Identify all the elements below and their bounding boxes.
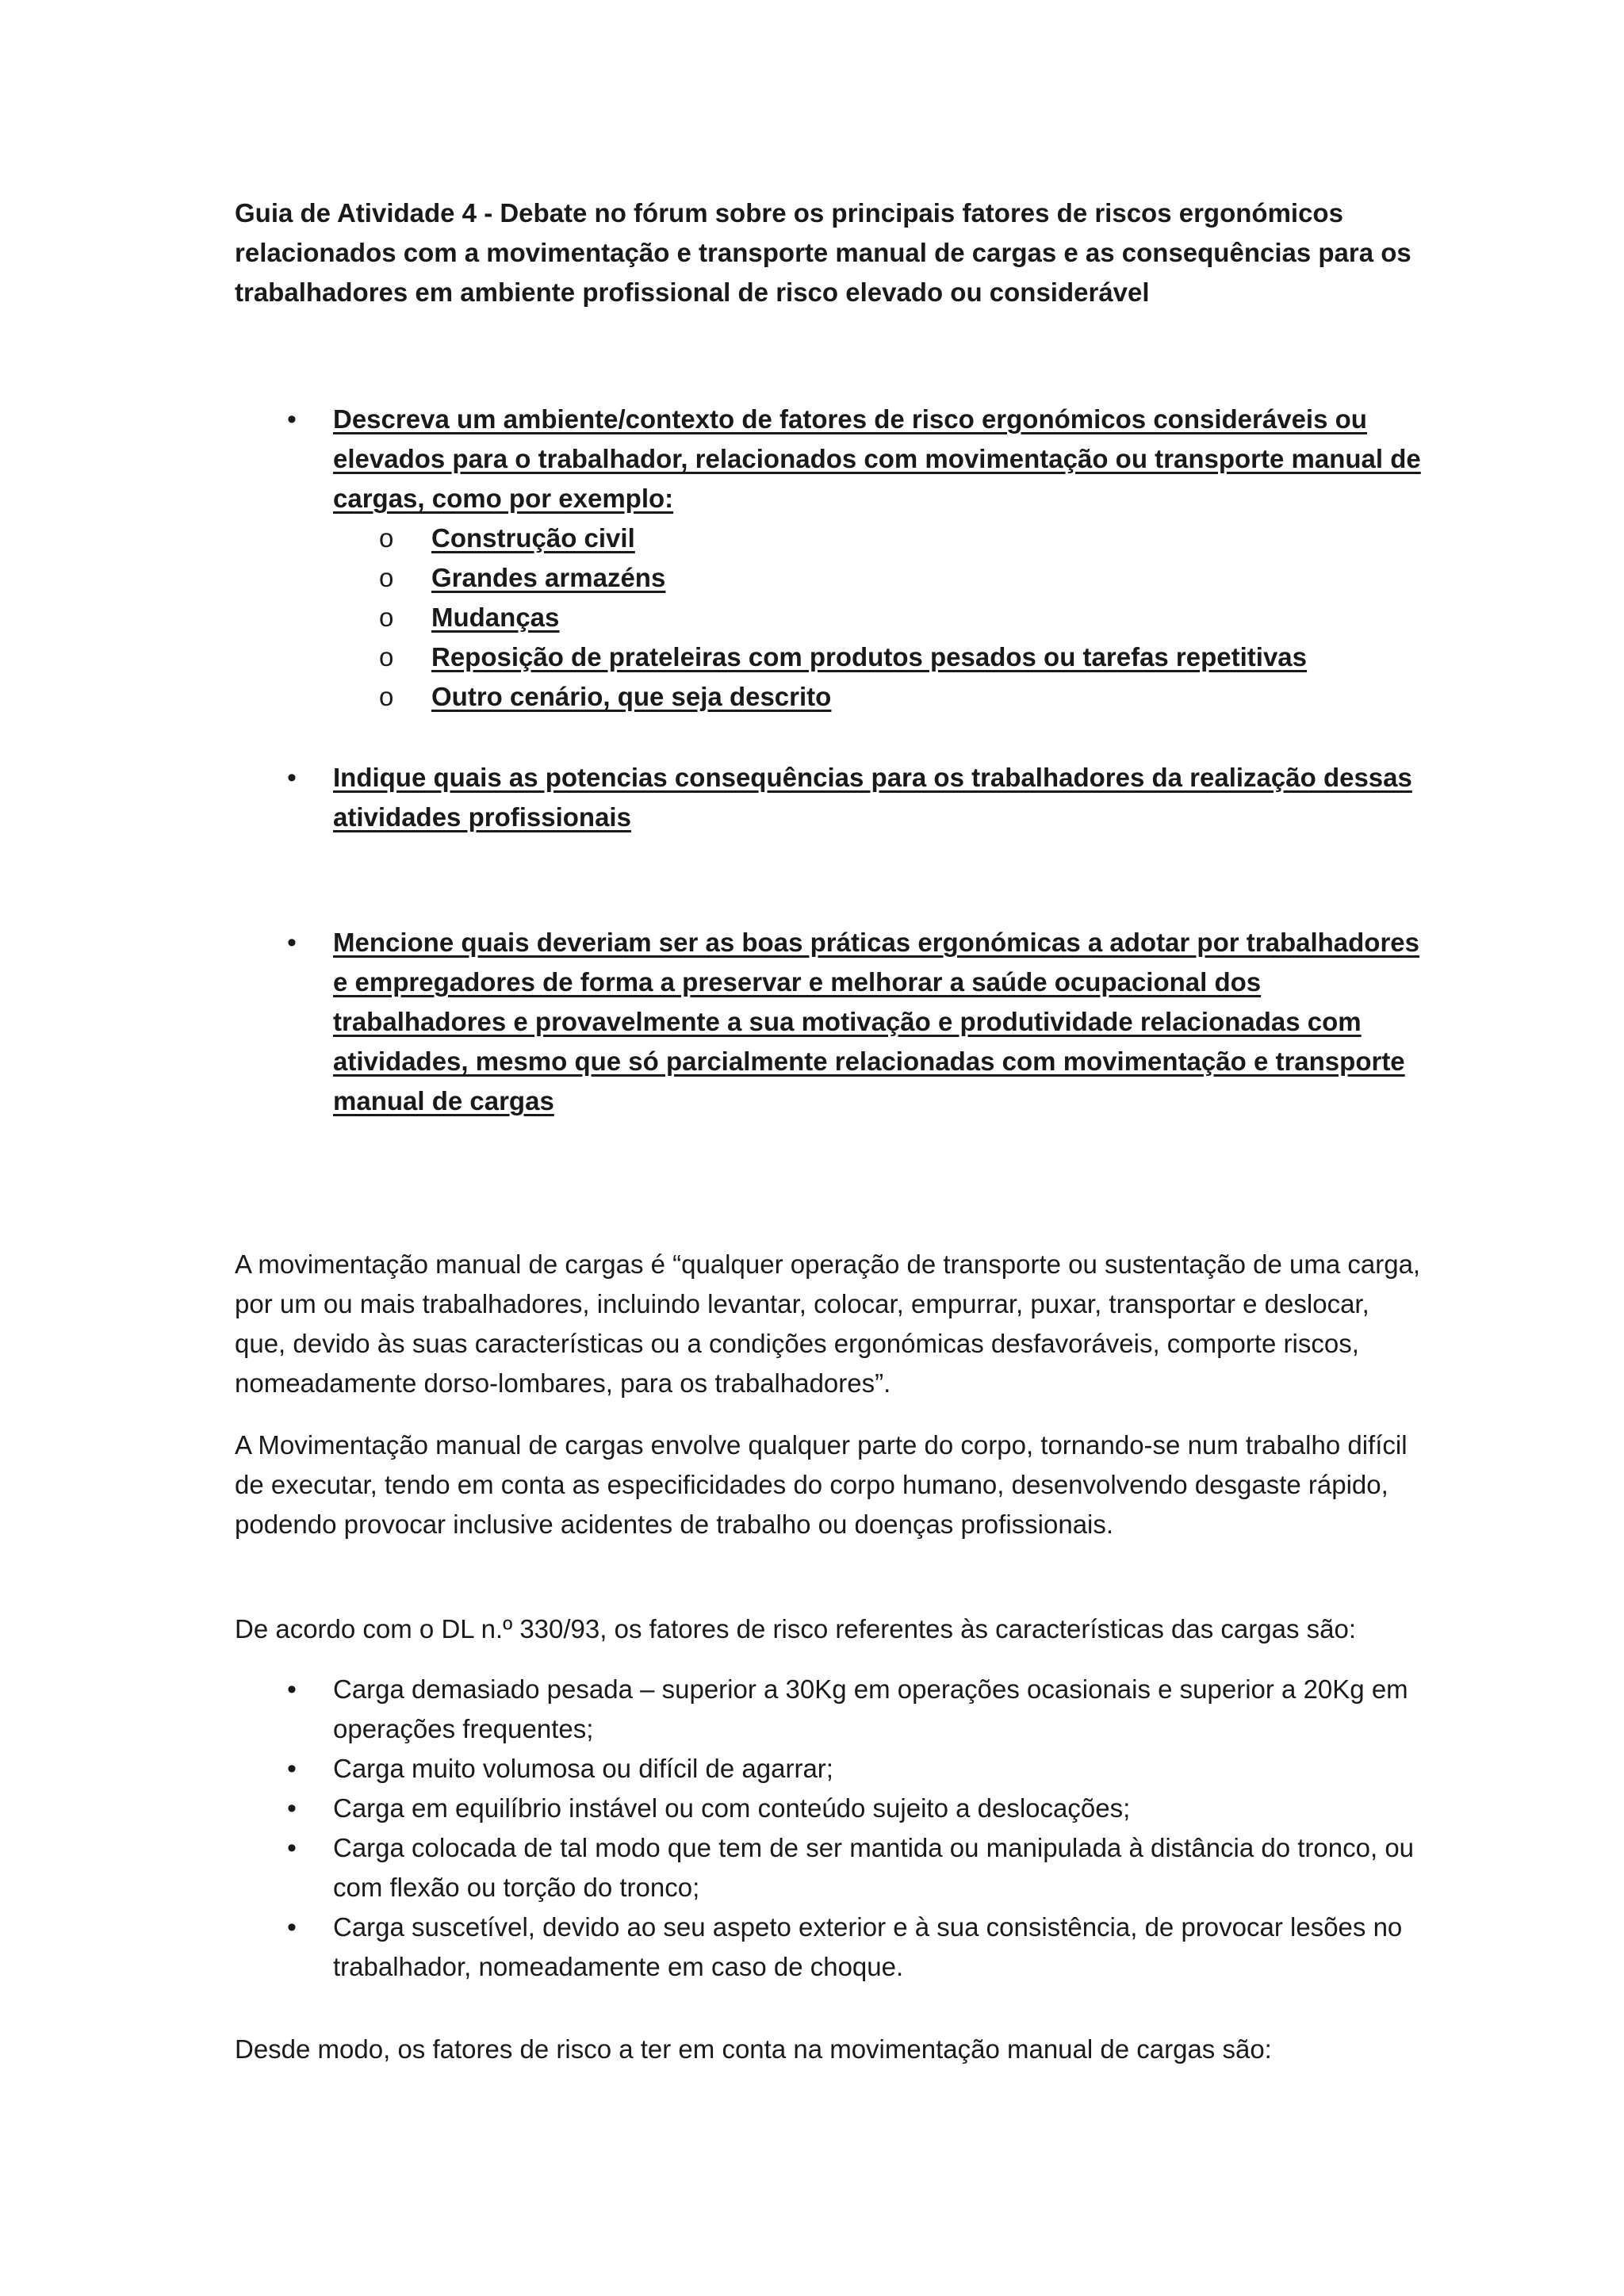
risk-factor-item [235, 1749, 1424, 1789]
risk-factor-text: Carga demasiado pesada – superior a 30Kg em operações ocasionais e superior a 20Kg em operações frequentes; [333, 1674, 1408, 1743]
example-text: Reposição de prateleiras com produtos pesados ou tarefas repetitivas [431, 642, 1308, 672]
example-item [333, 598, 1424, 637]
bullet-icon: • [287, 1674, 297, 1705]
risk-factor-item [235, 1789, 1424, 1828]
risk-factor-list [235, 1670, 1424, 1987]
sub-bullet-icon: o [379, 642, 394, 672]
example-item [333, 677, 1424, 717]
risk-factor-text: Carga colocada de tal modo que tem de ser mantida ou manipulada à distância do tronco, ou com flexão ou torção do tronco; [333, 1833, 1415, 1902]
risk-factor-item [235, 1828, 1424, 1908]
paragraph-definition: A movimentação manual de cargas é “qualquer operação de transporte ou sustentação de uma carga, por um ou mais trabalhadores, incluindo levantar, colocar, empurrar, puxar, transportar e deslocar, que, devido às suas características ou a condições ergonómicas desfavoráveis, comporte riscos, nomeadamente dorso-lombares, para os trabalhadores”. [235, 1249, 1421, 1398]
risk-factor-text: Carga em equilíbrio instável ou com conteúdo sujeito a deslocações; [333, 1793, 1131, 1823]
example-item [333, 637, 1424, 677]
example-text: Mudanças [431, 603, 560, 632]
task-item [235, 400, 1424, 717]
example-item [333, 519, 1424, 558]
task-text: Indique quais as potencias consequências para os trabalhadores da realização dessas atividades profissionais [333, 763, 1412, 832]
task-item [235, 923, 1424, 1121]
task-list [235, 923, 1424, 1121]
bullet-icon: • [287, 928, 297, 958]
bullet-icon: • [287, 763, 297, 793]
task-item [235, 758, 1424, 837]
risk-factor-text: Carga muito volumosa ou difícil de agarrar; [333, 1754, 833, 1783]
risk-factor-item [235, 1670, 1424, 1749]
task-text: Mencione quais deveriam ser as boas práticas ergonómicas a adotar por trabalhadores e empregadores de forma a preservar e melhorar a saúde ocupacional dos trabalhadores e provavelmente a sua motivação e produtividade relacionadas com atividades, mesmo que só parcialmente relacionadas com movimentação e transporte manual de cargas [333, 928, 1419, 1115]
sub-bullet-icon: o [379, 682, 394, 711]
example-text: Outro cenário, que seja descrito [431, 682, 832, 711]
example-text: Construção civil [431, 523, 635, 553]
task-list [235, 758, 1424, 837]
sub-bullet-icon: o [379, 603, 394, 632]
bullet-icon: • [287, 404, 297, 434]
risk-factor-text: Carga suscetível, devido ao seu aspeto exterior e à sua consistência, de provocar lesões no trabalhador, nomeadamente em caso de choque. [333, 1912, 1403, 1981]
risk-factor-item [235, 1908, 1424, 1987]
sub-bullet-icon: o [379, 523, 394, 553]
bullet-icon: • [287, 1912, 297, 1942]
example-list [333, 519, 1424, 717]
paragraph-dl-reference: De acordo com o DL n.º 330/93, os fatores de risco referentes às características das cargas são: [235, 1614, 1357, 1644]
bullet-icon: • [287, 1754, 297, 1784]
bullet-icon: • [287, 1793, 297, 1823]
bullet-icon: • [287, 1833, 297, 1863]
example-item [333, 558, 1424, 598]
paragraph-body-parts: A Movimentação manual de cargas envolve qualquer parte do corpo, tornando-se num trabalho difícil de executar, tendo em conta as especificidades do corpo humano, desenvolvendo desgaste rápido, podendo provocar inclusive acidentes de trabalho ou doenças profissionais. [235, 1430, 1408, 1539]
document-title: Guia de Atividade 4 - Debate no fórum sobre os principais fatores de riscos ergonómicos relacionados com a movimentação e transporte manual de cargas e as consequências para os trabalhadores em ambiente profissional de risco elevado ou considerável [235, 198, 1411, 307]
task-text: Descreva um ambiente/contexto de fatores de risco ergonómicos consideráveis ou elevados para o trabalhador, relacionados com movimentação ou transporte manual de cargas, como por exemplo: [333, 404, 1421, 513]
task-list [235, 400, 1424, 717]
sub-bullet-icon: o [379, 563, 394, 592]
example-text: Grandes armazéns [431, 563, 666, 592]
paragraph-closing: Desde modo, os fatores de risco a ter em conta na movimentação manual de cargas são: [235, 2034, 1272, 2064]
